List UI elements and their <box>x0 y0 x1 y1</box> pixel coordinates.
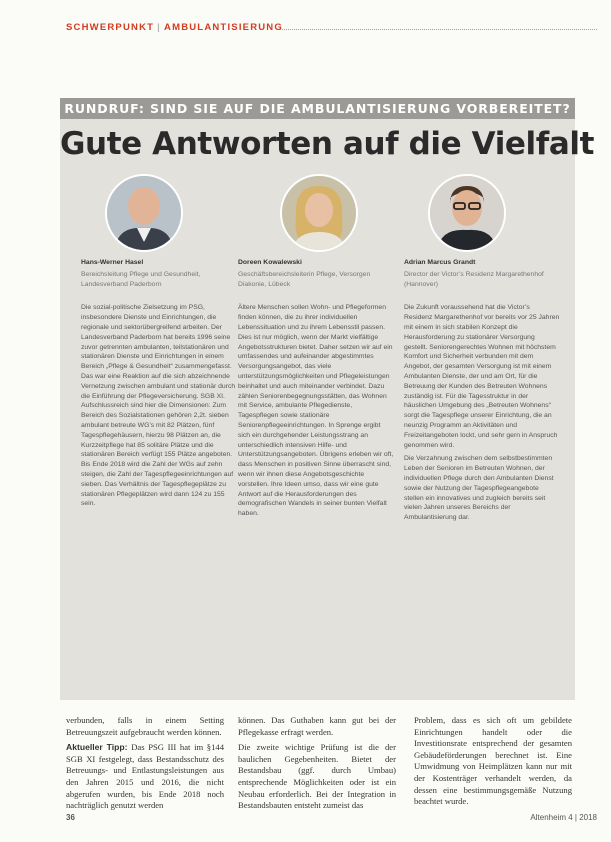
journal-info: Altenheim 4 | 2018 <box>530 813 597 822</box>
tip-label: Aktueller Tipp: <box>66 742 128 753</box>
section-label: SCHWERPUNKT <box>66 22 155 33</box>
person-role-1: Bereichsleitung Pflege und Gesundheit, Landesverband Paderborn <box>81 270 201 288</box>
portrait-photo-2 <box>280 174 358 252</box>
person-role-3: Director der Victor’s Residenz Margarethenhof (Hannover) <box>404 270 544 288</box>
header-rule <box>280 29 597 30</box>
answer-paragraph: Die Zukunft voraussehend hat die Victor’s Residenz Margarethenhof vor bereits vor 25 Jahren mit einem in sich stabilen Konzept die Herausforderung zu stationärer Versorgung gestellt. Seniorengerechtes Wohnen mit höchstem Komfort und Sicherheit verbunden mit dem Angebot, der gesamten Versorgung ist mit einem Ambulanten Dienste, der und am Ort, für die Betreuung der Kunden des Betreuten Wohnens zuständig ist. Für die Tagesstruktur in der häuslichen Umgebung des „Betreuten Wohnens“ sorgt die Tagespflege unserer Einrichtung, die an neunzig Programm an Aktivitäten und Freizeitangeboten lockt, und sehr gern in Anspruch genommen wird. <box>404 304 560 449</box>
subsection-label: AMBULANTISIERUNG <box>164 22 283 33</box>
person-name-1: Hans-Werner Hasel <box>81 259 144 266</box>
column-2 <box>238 258 394 523</box>
answer-paragraph: Die sozial-politische Zielsetzung im PSG, insbesondere Dienste und Einrichtungen, die regionale und sektorübergreifend arbeiten. Der Landesverband Paderborn hat bereits 1996 seine zuvor getrennten ambulanten, teilstationären und stationären Dienste und Einrichtungen in einem Bereich „Pflege & Gesundheit“ zusammengefasst. Das war eine Reaktion auf die sich abzeichnende Vernetzung zwischen ambulant und stationär durch die Einführung der Pflegeversicherung. SGB XI. Aufschlussreich sind hier die Dimensionen: Zum Bereich des Sozialstationen gehören 2,2t. sieben ambulant betreute WG’s mit 82 Plätzen, fünf Tagespflegehäusern, hierzu 98 Plätzen an, die Kurzzeitpflege hat 85 solitäre Plätze und die stationären Bereich verfügt 155 Plätze angeboten. Bis Ende 2018 wird die Zahl der WGs auf zehn steigen, die Zahl der Tagespflegeeinrichtungen auf sieben. Das Verhältnis der Tagespflegeplätze zu stationären Pflegeplätzen wird dann 124 zu 155 sein. <box>81 304 236 508</box>
tip-text: Das PSG III hat im §144 SGB XI festgelegt, dass Bestandsschutz des Betreuungs- und Entlastungsleistungen aus den Jahren 2015 und 2016, die nicht abgerufen wurden, bis Ende 2018 noch nachträglich genutzt werden <box>66 742 224 811</box>
lower-column-2 <box>238 715 396 816</box>
lower-column-1 <box>66 715 224 816</box>
article-paragraph: können. Das Guthaben kann gut bei der Pflegekasse erfragt werden. <box>238 715 396 737</box>
article-paragraph: verbunden, falls in einem Setting Betreuungszeit aufgebraucht werden können. <box>66 715 224 737</box>
survey-box <box>60 98 595 700</box>
person-role-2: Geschäftsbereichsleiterin Pflege, Versorgen Diakonie, Lübeck <box>238 270 371 288</box>
portrait-photo-1 <box>105 174 183 252</box>
section-header: SCHWERPUNKT | AMBULANTISIERUNG <box>66 22 283 33</box>
column-3 <box>404 258 560 527</box>
person-name-3: Adrian Marcus Grandt <box>404 259 476 266</box>
portrait-photo-3 <box>428 174 506 252</box>
column-1 <box>81 258 237 513</box>
person-name-2: Doreen Kowalewski <box>238 259 302 266</box>
article-paragraph <box>66 742 224 812</box>
answer-paragraph: Die Verzahnung zwischen dem selbstbestimmten Leben der Senioren im Betreuten Wohnen, der individuellen Pflege durch den Ambulanten Dienst sowie der Nutzung der Tagespflegeangebote stellen ein innovatives und zugleich bereits seit vielen Jahren unseres Bereichs der Ambulantisierung dar. <box>404 455 554 522</box>
answer-paragraph: Ältere Menschen sollen Wohn- und Pflegeformen finden können, die zu ihrer individuellen Lebenssituation und zu ihrem Lebensstil passen. Dies ist nur möglich, wenn der Markt vielfältige Angebotsstrukturen bietet. Daher setzen wir auf ein umfassendes und aufeinander abgestimmtes Versorgungsangebot, das viele unterstützungsmöglichkeiten und Pflegeleistungen beinhaltet und auch miteinander verbindet. Dazu zählen Seniorenbegegnungsstätten, das Wohnen mit Service, ambulante Pflegedienste, Tagespflegen sowie stationäre Seniorenpflegeeinrichtungen. In Sprenge ergibt sich ein durchgehender Leistungsstrang an unterschiedlich intensiven Hilfe- und Unterstützungsangeboten. Übrigens erleben wir oft, dass Menschen in positiven Sinne überrascht sind, wenn wir ihnen diese Angebotsgeschichte vorstellen. Ihre Ideen umso, dass wir eine gute Antwort auf die Herausforderungen des demografischen Wandels in seiner bunten Vielfalt haben. <box>238 304 394 518</box>
lower-column-3 <box>414 715 572 812</box>
page-number: 36 <box>66 813 75 822</box>
article-paragraph: Die zweite wichtige Prüfung ist die der baulichen Gegebenheiten. Bietet der Bestandsbau (ggf. durch Umbau) entsprechende Möglichkeiten oder ist ein Neubau erforderlich. Bei der Integration in Bestandsbauten entsteht zumeist das <box>238 742 396 811</box>
headline: Gute Antworten auf die Vielfalt <box>60 126 595 162</box>
survey-banner: RUNDRUF: SIND SIE AUF DIE AMBULANTISIERUNG VORBEREITET? <box>60 98 575 119</box>
article-paragraph: Problem, dass es sich oft um gebildete Einrichtungen handelt oder die Investitionsrate entsprechend der gesamten Gebäudeförderungen berechnet ist. Eine Umwidmung von Heimplätzen kann nur mit der Kostenträger verhandelt werden, da dessen eine bestimmungsgemäße Nutzung beachtet wurde. <box>414 715 572 807</box>
